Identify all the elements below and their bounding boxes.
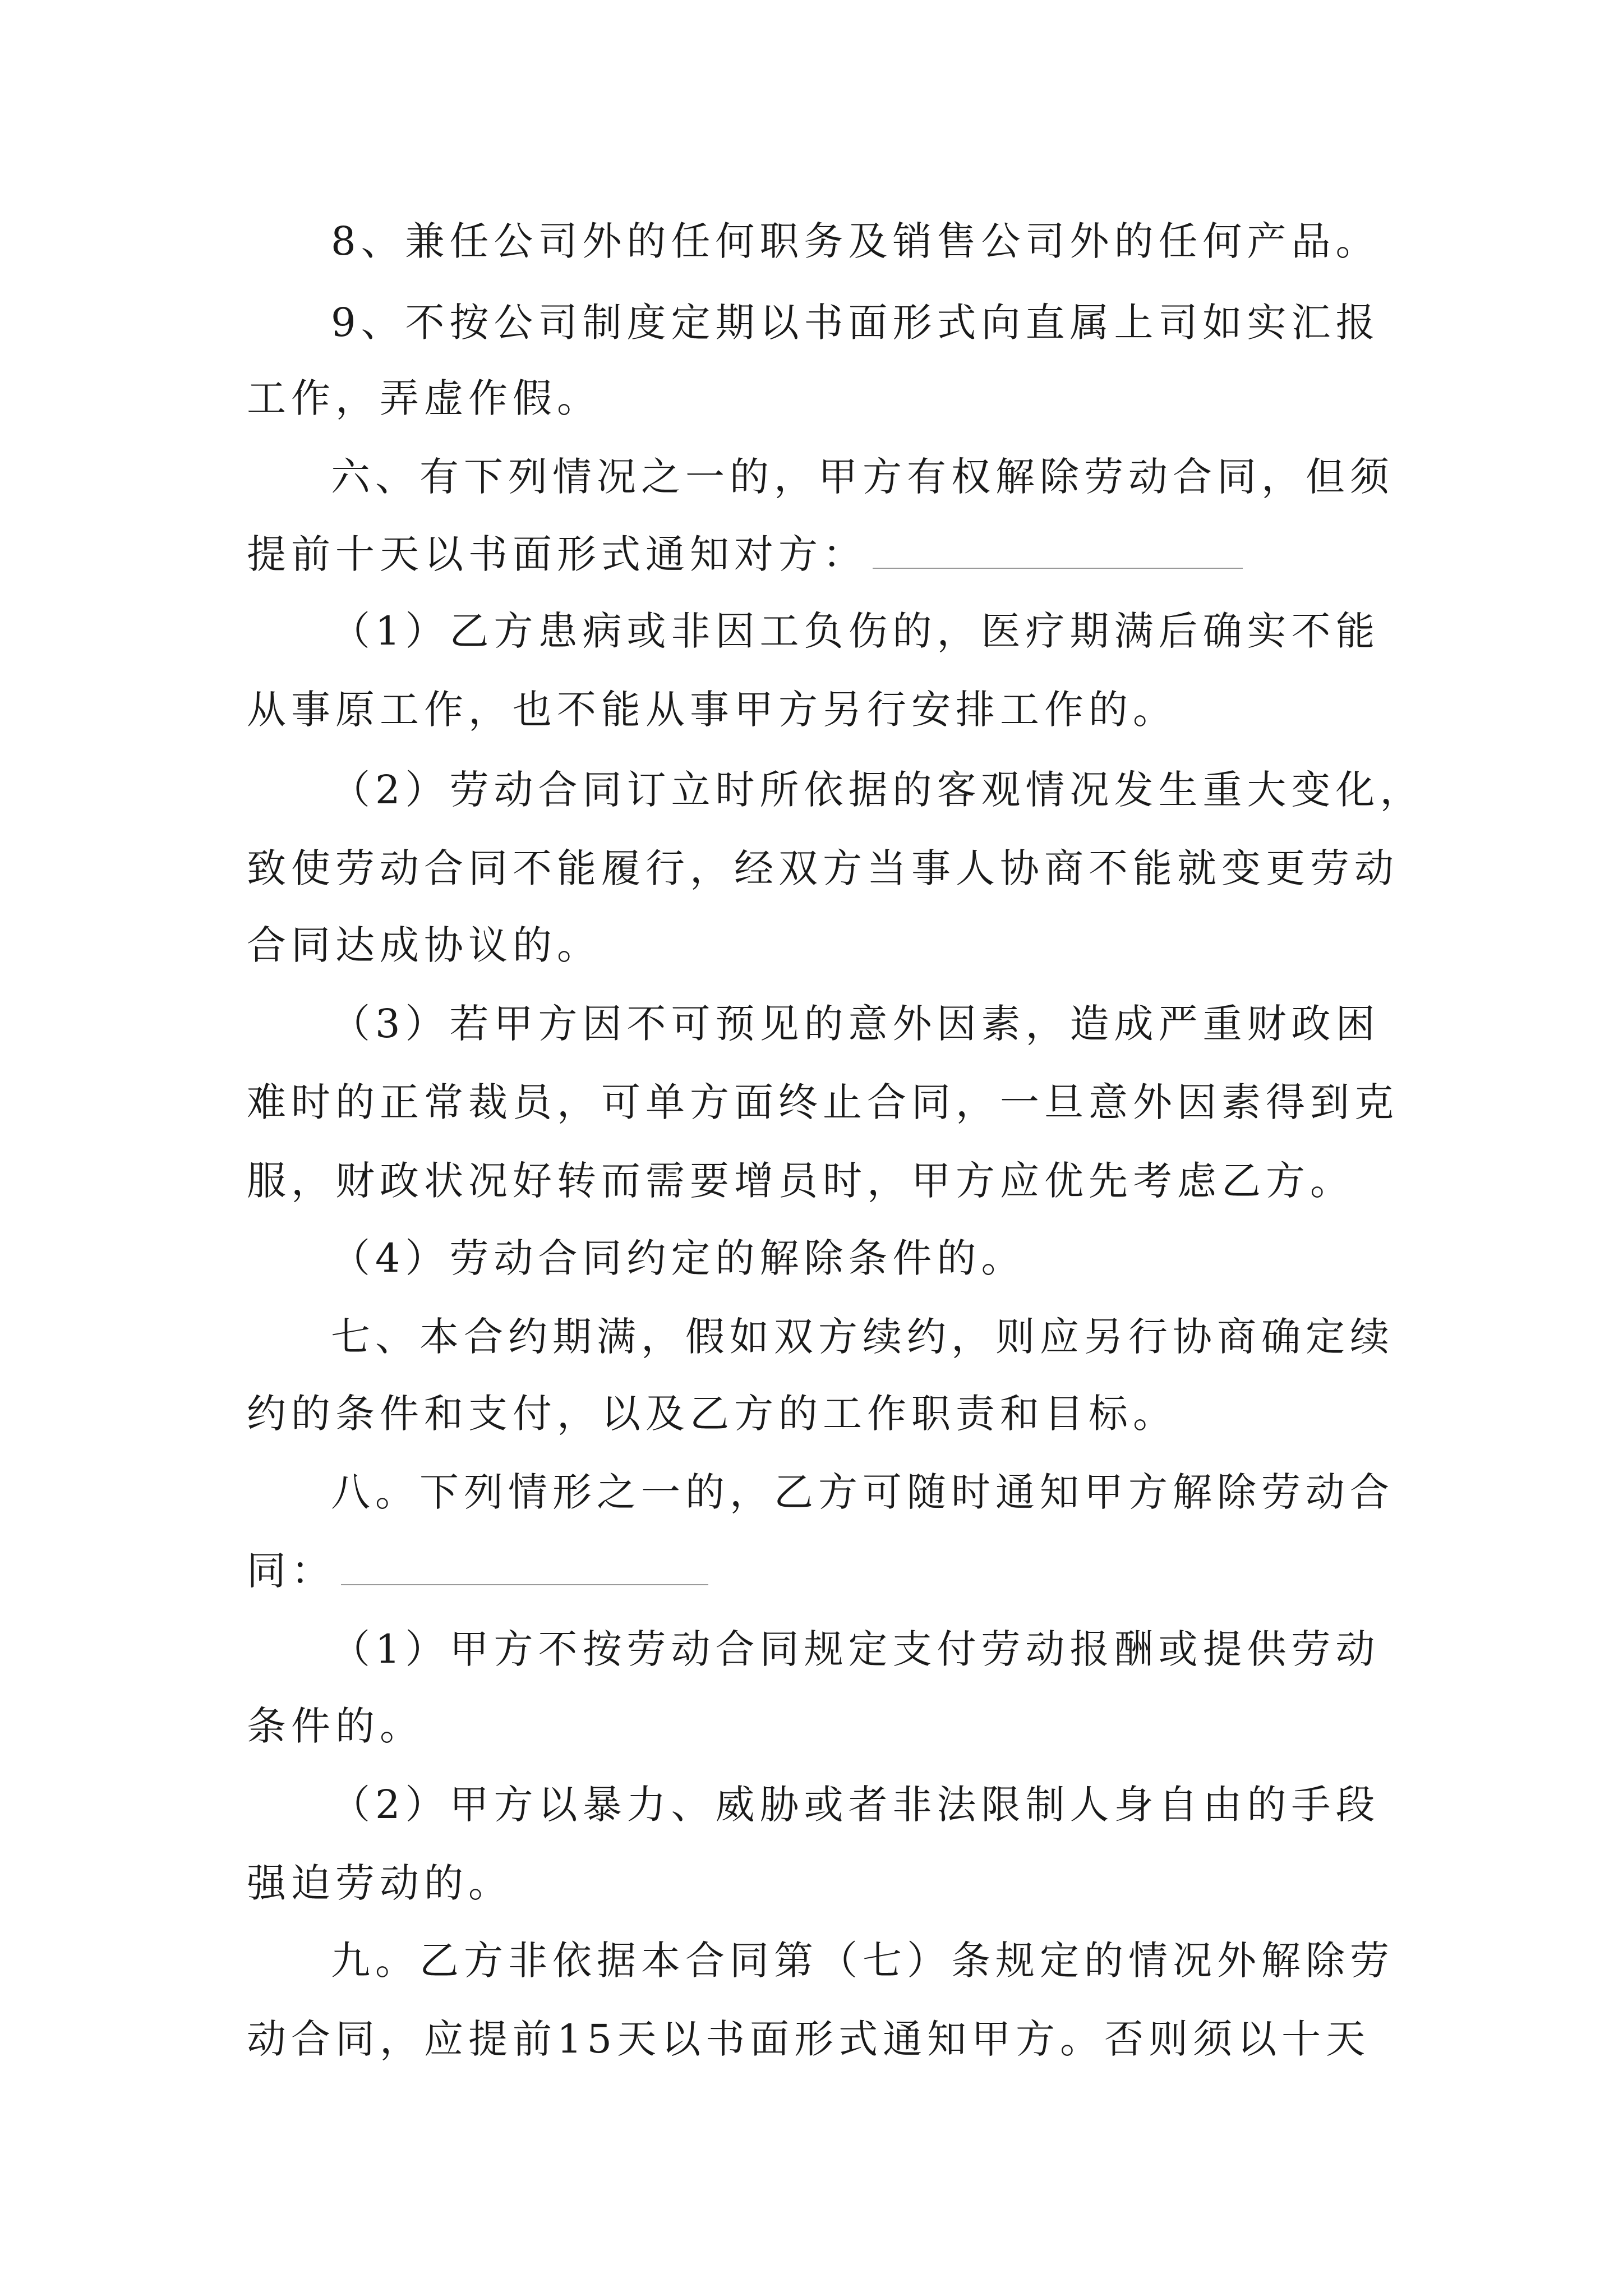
fill-in-blank-line (341, 1584, 708, 1585)
text-line-2: 9、不按公司制度定期以书面形式向直属上司如实汇报 (331, 300, 1380, 346)
text-line-5: 提前十天以书面形式通知对方： (247, 531, 867, 577)
text-line-9: 致使劳动合同不能履行，经双方当事人协商不能就变更劳动 (247, 845, 1399, 891)
text-line-10: 合同达成协议的。 (247, 922, 601, 968)
text-line-14: （4）劳动合同约定的解除条件的。 (331, 1235, 1026, 1281)
text-line-20: 条件的。 (247, 1703, 424, 1749)
text-line-13: 服，财政状况好转而需要增员时，甲方应优先考虑乙方。 (247, 1158, 1354, 1204)
text-line-1: 8、兼任公司外的任何职务及销售公司外的任何产品。 (331, 218, 1380, 264)
text-line-3: 工作，弄虚作假。 (247, 375, 601, 421)
text-line-7: 从事原工作，也不能从事甲方另行安排工作的。 (247, 687, 1177, 733)
text-line-16: 约的条件和支付，以及乙方的工作职责和目标。 (247, 1391, 1177, 1437)
text-line-4: 六、有下列情况之一的，甲方有权解除劳动合同，但须 (331, 454, 1394, 500)
text-line-5-wrap (247, 529, 1243, 579)
text-line-22: 强迫劳动的。 (247, 1860, 513, 1906)
text-line-11: （3）若甲方因不可预见的意外因素，造成严重财政困 (331, 1001, 1380, 1047)
text-line-21: （2）甲方以暴力、威胁或者非法限制人身自由的手段 (331, 1782, 1380, 1828)
text-line-23: 九。乙方非依据本合同第（七）条规定的情况外解除劳 (331, 1938, 1394, 1984)
text-line-12: 难时的正常裁员，可单方面终止合同，一旦意外因素得到克 (247, 1079, 1399, 1125)
text-line-15: 七、本合约期满，假如双方续约，则应另行协商确定续 (331, 1314, 1394, 1360)
text-line-18-wrap (247, 1545, 708, 1596)
text-line-24: 动合同，应提前15天以书面形式通知甲方。否则须以十天 (247, 2016, 1371, 2062)
text-line-19: （1）甲方不按劳动合同规定支付劳动报酬或提供劳动 (331, 1626, 1380, 1672)
text-line-17: 八。下列情形之一的，乙方可随时通知甲方解除劳动合 (331, 1469, 1394, 1515)
text-line-8: （2）劳动合同订立时所依据的客观情况发生重大变化， (331, 767, 1424, 813)
fill-in-blank-line (873, 568, 1243, 569)
text-line-6: （1）乙方患病或非因工负伤的，医疗期满后确实不能 (331, 608, 1380, 654)
text-line-18: 同： (247, 1548, 335, 1594)
